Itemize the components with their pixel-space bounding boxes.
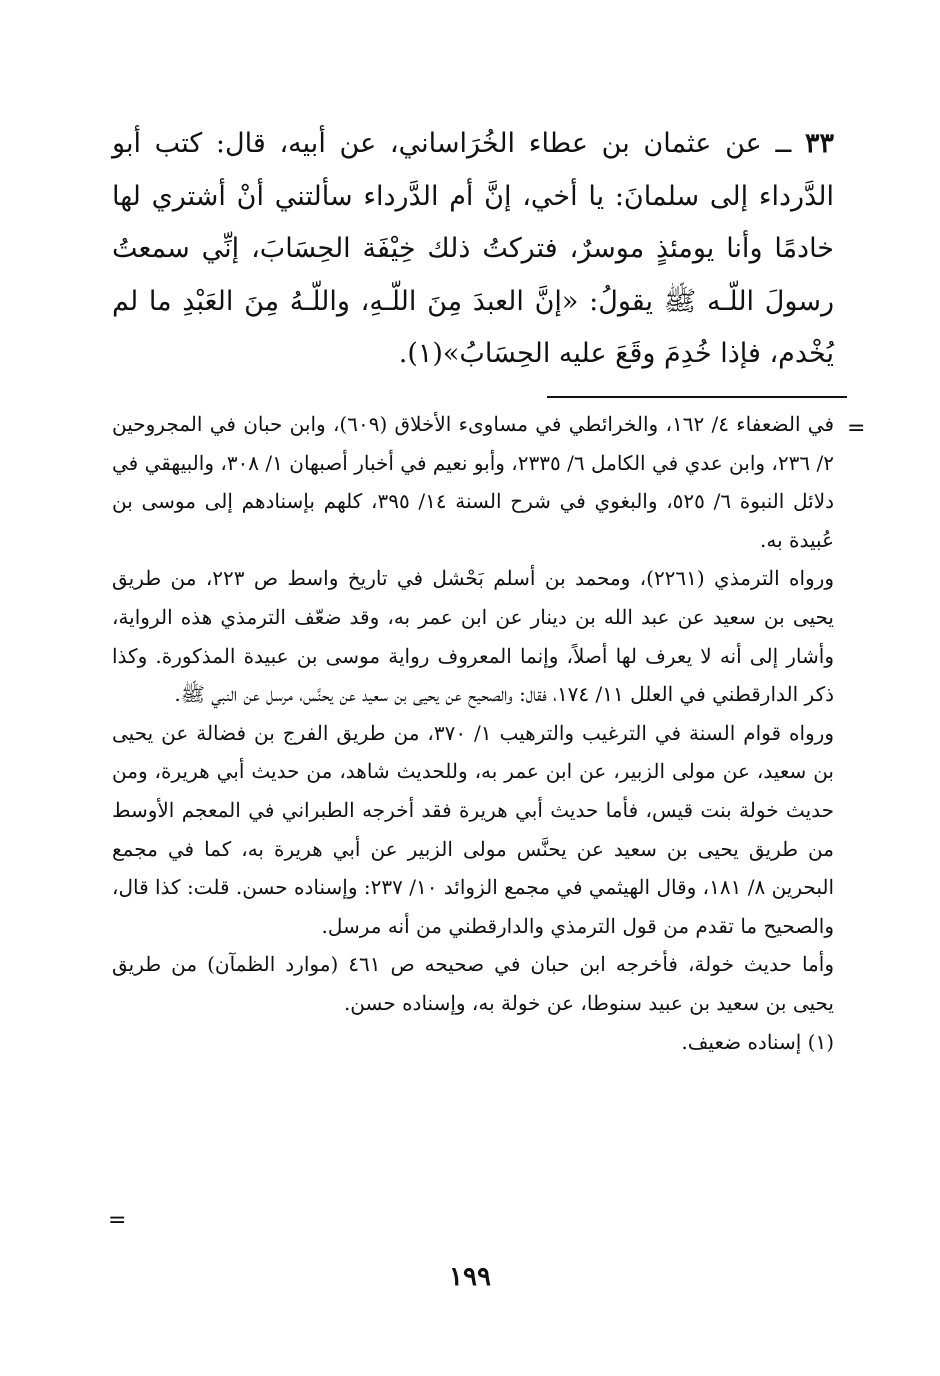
footnote-paragraph: في الضعفاء ٤/ ١٦٢، والخرائطي في مساوىء الأخلاق (٦٠٩)، وابن حبان في المجروحين ٢/ ٢٣٦، وابن عدي في الكامل ٦/ ٢٣٣٥، وأبو نعيم في أخبار أصبهان ١/ ٣٠٨، والبيهقي في دلائل النبوة ٦/ ٥٢٥، والبغوي في شرح السنة ١٤/ ٣٩٥، كلهم بإسنادهم إلى موسى بن عُبيدة به. [112,412,835,552]
continuation-mark-bottom: = [108,1208,127,1233]
footnote-paragraph: وأما حديث خولة، فأخرجه ابن حبان في صحيحه ص ٤٦١ (موارد الظمآن) من طريق يحيى بن سعيد بن عبيد سنوطا، عن خولة به، وإسناده حسن. [112,952,834,1015]
hadith-text: ــ عن عثمان بن عطاء الخُرَاساني، عن أبيه، قال: كتب أبو الدَّرداء إلى سلمانَ: يا أخي، إنَّ أم الدَّرداء سألتني أنْ أشتري لها خادمًا وأنا يومئذٍ موسرٌ، فتركتُ ذلك خِيْفَة الحِسَابَ، إنِّي سمعتُ رسولَ اللّـه ﷺ يقولُ: «إنَّ العبدَ مِنَ اللّـهِ، واللّـهُ مِنَ العَبْدِ ما لم يُخْدم، فإذا خُدِمَ وقَعَ عليه الحِسَابُ»(١). [112,128,834,369]
page-number: ١٩٩ [449,1262,491,1292]
hadith-number: ٣٣ [804,128,834,159]
footnote-paragraph: ورواه قوام السنة في الترغيب والترهيب ١/ ٣٧٠، من طريق الفرج بن فضالة عن يحيى بن سعيد، عن مولى الزبير، عن ابن عمر به، وللحديث شاهد، من حديث أبي هريرة، ومن حديث خولة بنت قيس، فأما حديث أبي هريرة فقد أخرجه الطبراني في المعجم الأوسط من طريق يحيى بن سعيد عن يحنَّس مولى الزبير عن أبي هريرة به، كما في مجمع البحرين ٨/ ١٨١، وقال الهيثمي في مجمع الزوائد ١٠/ ٢٣٧: وإسناده حسن. قلت: كذا قال، والصحيح ما تقدم من قول الترمذي والدارقطني من أنه مرسل. [112,720,835,938]
hadith-paragraph [112,118,834,381]
main-text [112,118,834,381]
footnote-divider [547,396,847,398]
footnotes [112,405,834,1061]
footnote-paragraph: ورواه الترمذي (٢٢٦١)، ومحمد بن أسلم بَحْشل في تاريخ واسط ص ٢٢٣، من طريق يحيى بن سعيد عن عبد الله بن دينار عن ابن عمر به، وقد ضعّف الترمذي هذه الرواية، وأشار إلى أنه لا يعرف لها أصلاً، وإنما المعروف رواية موسى بن عبيدة المذكورة. وكذا ذكر الدارقطني في العلل ١١/ ١٧٤، فقال: والصحيح عن يحيى بن سعيد عن يحنَّس، مرسل عن النبي ﷺ. [112,566,835,707]
footnote-1: (١) إسناده ضعيف. [681,1029,834,1054]
continuation-mark-top: = [847,416,866,441]
